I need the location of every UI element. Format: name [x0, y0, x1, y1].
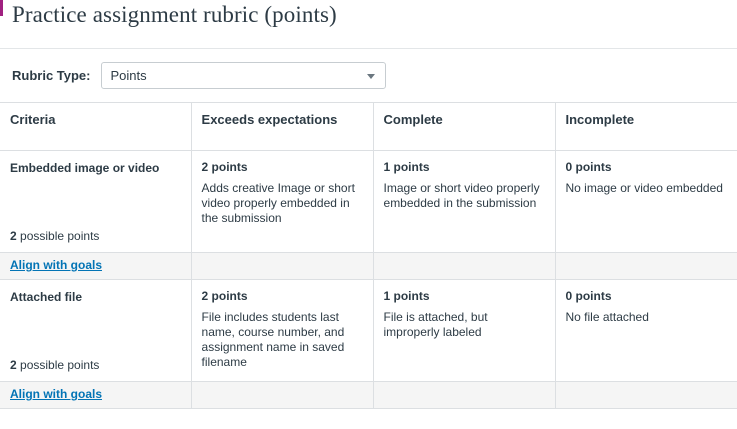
criteria-name: Embedded image or video	[10, 161, 160, 175]
chevron-down-icon	[367, 74, 375, 79]
align-with-goals-link[interactable]: Align with goals	[10, 387, 102, 401]
align-with-goals-link[interactable]: Align with goals	[10, 258, 102, 272]
rubric-table	[0, 102, 737, 409]
criteria-possible-points	[10, 358, 99, 372]
align-goals-cell	[0, 382, 191, 409]
rating-description: No image or video embedded	[565, 181, 723, 195]
criteria-points-suffix: possible points	[16, 229, 100, 243]
accent-bar	[0, 0, 3, 16]
align-goals-cell	[0, 253, 191, 280]
criteria-points-value: 2	[10, 358, 17, 372]
rating-points: 0 points	[565, 160, 612, 174]
criteria-points-value: 2	[10, 229, 17, 243]
rating-points: 2 points	[201, 289, 248, 303]
align-goals-spacer	[191, 253, 373, 280]
table-row	[0, 151, 737, 253]
align-goals-spacer	[555, 253, 737, 280]
rating-description: Image or short video properly embedded in the submission	[383, 181, 540, 210]
align-goals-spacer	[373, 382, 555, 409]
criteria-cell	[0, 280, 191, 382]
rating-cell[interactable]	[373, 280, 555, 382]
criteria-cell	[0, 151, 191, 253]
criteria-possible-points	[10, 229, 99, 243]
align-goals-row	[0, 382, 737, 409]
align-goals-spacer	[191, 382, 373, 409]
rating-description: Adds creative Image or short video properly embedded in the submission	[201, 181, 355, 225]
rating-cell[interactable]	[555, 151, 737, 253]
rating-cell[interactable]	[191, 151, 373, 253]
rubric-type-row	[0, 49, 737, 102]
page-header	[0, 0, 737, 40]
rubric-type-select[interactable]	[101, 62, 386, 89]
rating-cell[interactable]	[373, 151, 555, 253]
rating-description: No file attached	[565, 310, 649, 324]
align-goals-spacer	[373, 253, 555, 280]
rubric-type-selected-value: Points	[110, 68, 147, 83]
rating-description: File is attached, but improperly labeled	[383, 310, 488, 339]
rating-description: File includes students last name, course number, and assignment name in saved filename	[201, 310, 345, 369]
rubric-table-body	[0, 151, 737, 409]
criteria-points-suffix: possible points	[16, 358, 100, 372]
page-title: Practice assignment rubric (points)	[12, 2, 337, 27]
rating-points: 0 points	[565, 289, 612, 303]
rating-points: 1 points	[383, 160, 430, 174]
rubric-table-head	[0, 103, 737, 151]
column-header-incomplete: Incomplete	[555, 103, 737, 151]
rating-points: 2 points	[201, 160, 248, 174]
align-goals-row	[0, 253, 737, 280]
rating-cell[interactable]	[191, 280, 373, 382]
table-row	[0, 280, 737, 382]
column-header-exceeds: Exceeds expectations	[191, 103, 373, 151]
table-header-row	[0, 103, 737, 151]
column-header-complete: Complete	[373, 103, 555, 151]
rubric-type-label: Rubric Type:	[12, 68, 91, 83]
criteria-name: Attached file	[10, 290, 83, 304]
rating-cell[interactable]	[555, 280, 737, 382]
rating-points: 1 points	[383, 289, 430, 303]
align-goals-spacer	[555, 382, 737, 409]
column-header-criteria: Criteria	[0, 103, 191, 151]
